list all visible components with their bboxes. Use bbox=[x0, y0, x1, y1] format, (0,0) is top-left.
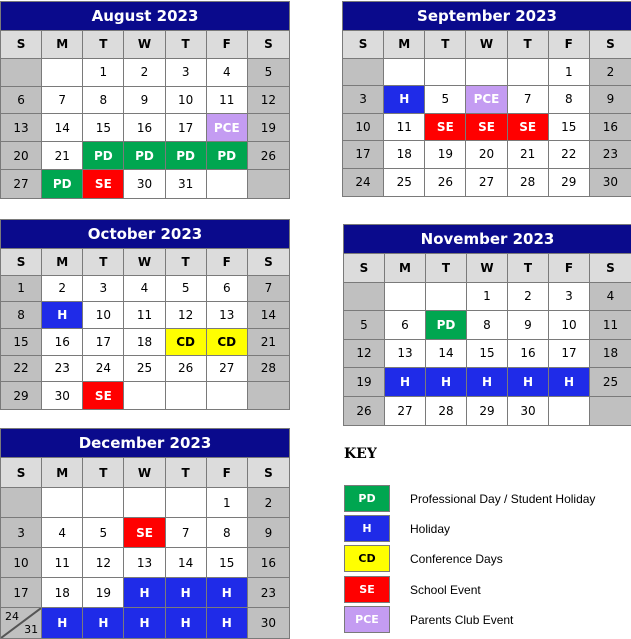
split-day-top: 24 bbox=[5, 610, 19, 623]
day-header: F bbox=[549, 31, 590, 59]
day-cell: 16 bbox=[124, 114, 165, 142]
day-cell: 4 bbox=[42, 518, 83, 548]
event-cell-pce: PCE bbox=[466, 86, 507, 114]
day-cell: 4 bbox=[124, 276, 165, 303]
key-label: School Event bbox=[410, 582, 481, 597]
calendar-november bbox=[343, 224, 631, 426]
day-header: M bbox=[42, 249, 83, 276]
day-cell: 24 bbox=[343, 169, 384, 197]
day-cell: 27 bbox=[207, 356, 248, 383]
day-cell: 6 bbox=[207, 276, 248, 303]
event-cell-pd: PD bbox=[166, 142, 207, 170]
day-cell bbox=[42, 488, 83, 518]
day-header: F bbox=[549, 254, 590, 283]
day-cell: 29 bbox=[467, 397, 508, 426]
event-cell-cd: CD bbox=[207, 329, 248, 356]
day-header: W bbox=[124, 458, 165, 488]
calendar-title: August 2023 bbox=[1, 2, 289, 31]
day-cell: 9 bbox=[590, 86, 631, 114]
day-cell bbox=[207, 170, 248, 198]
key-swatch-cd: CD bbox=[344, 545, 390, 572]
key-label: Professional Day / Student Holiday bbox=[410, 491, 596, 506]
event-cell-se: SE bbox=[508, 114, 549, 142]
day-cell: 23 bbox=[590, 141, 631, 169]
event-cell-h: H bbox=[207, 578, 248, 608]
calendar-august bbox=[0, 1, 290, 199]
day-cell: 11 bbox=[590, 311, 631, 340]
day-cell: 30 bbox=[508, 397, 549, 426]
day-cell: 9 bbox=[124, 87, 165, 115]
day-cell bbox=[248, 382, 289, 409]
day-header: S bbox=[590, 31, 631, 59]
day-header: M bbox=[385, 254, 426, 283]
day-cell: 8 bbox=[83, 87, 124, 115]
day-cell: 16 bbox=[590, 114, 631, 142]
day-cell: 21 bbox=[508, 141, 549, 169]
day-cell bbox=[426, 283, 467, 312]
day-cell: 12 bbox=[166, 302, 207, 329]
day-cell: 25 bbox=[384, 169, 425, 197]
day-cell: 15 bbox=[207, 548, 248, 578]
key-label: Holiday bbox=[410, 521, 451, 536]
calendar-grid bbox=[1, 249, 289, 409]
day-cell: 18 bbox=[590, 340, 631, 369]
day-header: S bbox=[590, 254, 631, 283]
day-cell: 5 bbox=[344, 311, 385, 340]
day-header: M bbox=[384, 31, 425, 59]
day-header: M bbox=[42, 31, 83, 59]
calendar-title: November 2023 bbox=[344, 225, 631, 254]
day-cell bbox=[1, 488, 42, 518]
day-cell: 7 bbox=[248, 276, 289, 303]
calendar-grid bbox=[344, 254, 631, 425]
event-cell-h: H bbox=[124, 608, 165, 638]
day-header: S bbox=[344, 254, 385, 283]
calendar-december bbox=[0, 428, 290, 639]
day-cell: 14 bbox=[426, 340, 467, 369]
event-cell-h: H bbox=[42, 302, 83, 329]
key-item bbox=[344, 485, 595, 512]
day-header: W bbox=[466, 31, 507, 59]
day-cell: 2 bbox=[508, 283, 549, 312]
day-header: W bbox=[124, 31, 165, 59]
day-cell: 25 bbox=[124, 356, 165, 383]
day-cell: 5 bbox=[425, 86, 466, 114]
day-cell: 2 bbox=[248, 488, 289, 518]
day-cell: 3 bbox=[549, 283, 590, 312]
day-header: T bbox=[166, 249, 207, 276]
day-cell: 27 bbox=[385, 397, 426, 426]
event-cell-pd: PD bbox=[42, 170, 83, 198]
day-header: T bbox=[83, 31, 124, 59]
day-cell bbox=[83, 488, 124, 518]
day-cell: 14 bbox=[248, 302, 289, 329]
day-cell: 7 bbox=[42, 87, 83, 115]
key-label: Parents Club Event bbox=[410, 612, 514, 627]
day-cell: 30 bbox=[590, 169, 631, 197]
day-cell: 18 bbox=[384, 141, 425, 169]
key-swatch-pd: PD bbox=[344, 485, 390, 512]
day-cell: 1 bbox=[207, 488, 248, 518]
event-cell-se: SE bbox=[466, 114, 507, 142]
day-cell: 1 bbox=[467, 283, 508, 312]
day-cell: 28 bbox=[508, 169, 549, 197]
day-header: S bbox=[1, 31, 42, 59]
day-header: S bbox=[248, 458, 289, 488]
day-cell: 19 bbox=[248, 114, 289, 142]
day-cell: 30 bbox=[124, 170, 165, 198]
day-cell bbox=[166, 382, 207, 409]
key-swatch-h: H bbox=[344, 515, 390, 542]
day-cell: 9 bbox=[508, 311, 549, 340]
day-cell: 3 bbox=[1, 518, 42, 548]
event-cell-h: H bbox=[83, 608, 124, 638]
day-header: W bbox=[467, 254, 508, 283]
day-cell: 7 bbox=[166, 518, 207, 548]
day-cell bbox=[1, 59, 42, 87]
day-cell: 6 bbox=[385, 311, 426, 340]
day-cell: 2 bbox=[42, 276, 83, 303]
day-cell: 9 bbox=[248, 518, 289, 548]
day-cell: 5 bbox=[83, 518, 124, 548]
day-cell: 27 bbox=[1, 170, 42, 198]
day-cell: 3 bbox=[166, 59, 207, 87]
day-cell: 10 bbox=[343, 114, 384, 142]
day-cell: 10 bbox=[166, 87, 207, 115]
day-cell: 15 bbox=[549, 114, 590, 142]
key-swatch-se: SE bbox=[344, 576, 390, 603]
event-cell-se: SE bbox=[124, 518, 165, 548]
event-cell-pd: PD bbox=[124, 142, 165, 170]
day-header: F bbox=[207, 31, 248, 59]
day-cell: 5 bbox=[248, 59, 289, 87]
day-header: S bbox=[1, 249, 42, 276]
event-cell-h: H bbox=[166, 578, 207, 608]
day-cell bbox=[343, 59, 384, 87]
day-header: T bbox=[425, 31, 466, 59]
day-cell: 16 bbox=[508, 340, 549, 369]
day-cell: 7 bbox=[508, 86, 549, 114]
day-cell: 28 bbox=[426, 397, 467, 426]
day-cell: 1 bbox=[83, 59, 124, 87]
day-cell: 14 bbox=[166, 548, 207, 578]
key-item bbox=[344, 545, 503, 572]
day-cell bbox=[124, 488, 165, 518]
calendar-grid bbox=[1, 458, 289, 638]
day-cell: 13 bbox=[1, 114, 42, 142]
day-cell: 17 bbox=[83, 329, 124, 356]
day-header: T bbox=[166, 31, 207, 59]
day-cell: 17 bbox=[343, 141, 384, 169]
day-cell: 15 bbox=[467, 340, 508, 369]
day-cell bbox=[384, 59, 425, 87]
event-cell-h: H bbox=[124, 578, 165, 608]
day-cell: 14 bbox=[42, 114, 83, 142]
calendar-grid bbox=[343, 31, 631, 196]
day-cell: 12 bbox=[83, 548, 124, 578]
key-item bbox=[344, 576, 481, 603]
day-cell bbox=[207, 382, 248, 409]
day-cell: 8 bbox=[549, 86, 590, 114]
day-cell bbox=[508, 59, 549, 87]
day-cell bbox=[590, 397, 631, 426]
day-cell: 4 bbox=[590, 283, 631, 312]
day-cell: 23 bbox=[248, 578, 289, 608]
calendar-grid bbox=[1, 31, 289, 198]
key-item bbox=[344, 515, 450, 542]
day-cell bbox=[124, 382, 165, 409]
day-header: T bbox=[166, 458, 207, 488]
day-cell: 19 bbox=[425, 141, 466, 169]
day-cell: 17 bbox=[549, 340, 590, 369]
event-cell-h: H bbox=[207, 608, 248, 638]
day-cell: 17 bbox=[166, 114, 207, 142]
key-item bbox=[344, 606, 513, 633]
day-cell: 8 bbox=[207, 518, 248, 548]
day-cell: 24 bbox=[83, 356, 124, 383]
day-cell: 20 bbox=[1, 142, 42, 170]
day-cell: 17 bbox=[1, 578, 42, 608]
key-swatch-pce: PCE bbox=[344, 606, 390, 633]
day-cell: 11 bbox=[384, 114, 425, 142]
day-cell: 21 bbox=[248, 329, 289, 356]
day-cell: 16 bbox=[42, 329, 83, 356]
day-cell: 15 bbox=[83, 114, 124, 142]
day-header: T bbox=[508, 31, 549, 59]
day-cell: 11 bbox=[207, 87, 248, 115]
event-cell-h: H bbox=[426, 368, 467, 397]
day-cell: 23 bbox=[42, 356, 83, 383]
event-cell-h: H bbox=[42, 608, 83, 638]
day-header: W bbox=[124, 249, 165, 276]
day-cell: 29 bbox=[1, 382, 42, 409]
day-cell bbox=[549, 397, 590, 426]
day-cell bbox=[166, 488, 207, 518]
day-cell bbox=[385, 283, 426, 312]
key-title: KEY bbox=[344, 446, 377, 462]
day-header: F bbox=[207, 458, 248, 488]
calendar-title: October 2023 bbox=[1, 220, 289, 249]
day-header: S bbox=[248, 249, 289, 276]
day-cell: 12 bbox=[344, 340, 385, 369]
day-cell bbox=[42, 59, 83, 87]
day-cell bbox=[248, 170, 289, 198]
day-cell: 13 bbox=[385, 340, 426, 369]
day-cell: 30 bbox=[248, 608, 289, 638]
day-cell: 29 bbox=[549, 169, 590, 197]
event-cell-cd: CD bbox=[166, 329, 207, 356]
calendar-october bbox=[0, 219, 290, 410]
day-cell: 22 bbox=[549, 141, 590, 169]
event-cell-se: SE bbox=[83, 170, 124, 198]
day-cell: 26 bbox=[248, 142, 289, 170]
day-cell: 22 bbox=[1, 356, 42, 383]
event-cell-h: H bbox=[166, 608, 207, 638]
day-cell: 4 bbox=[207, 59, 248, 87]
key-label: Conference Days bbox=[410, 551, 503, 566]
day-cell: 6 bbox=[1, 87, 42, 115]
day-cell: 26 bbox=[344, 397, 385, 426]
day-cell: 26 bbox=[425, 169, 466, 197]
event-cell-h: H bbox=[508, 368, 549, 397]
day-cell bbox=[344, 283, 385, 312]
day-header: M bbox=[42, 458, 83, 488]
event-cell-pce: PCE bbox=[207, 114, 248, 142]
day-cell: 21 bbox=[42, 142, 83, 170]
event-cell-h: H bbox=[549, 368, 590, 397]
calendar-title: December 2023 bbox=[1, 429, 289, 458]
event-cell-se: SE bbox=[425, 114, 466, 142]
day-cell bbox=[425, 59, 466, 87]
day-cell: 13 bbox=[124, 548, 165, 578]
day-cell: 1 bbox=[549, 59, 590, 87]
day-cell: 28 bbox=[248, 356, 289, 383]
day-cell: 3 bbox=[83, 276, 124, 303]
event-cell-h: H bbox=[467, 368, 508, 397]
day-cell: 26 bbox=[166, 356, 207, 383]
day-cell: 10 bbox=[1, 548, 42, 578]
day-cell: 2 bbox=[590, 59, 631, 87]
day-cell: 25 bbox=[590, 368, 631, 397]
split-day-cell bbox=[1, 608, 42, 638]
day-cell: 19 bbox=[83, 578, 124, 608]
event-cell-h: H bbox=[385, 368, 426, 397]
day-cell: 30 bbox=[42, 382, 83, 409]
event-cell-pd: PD bbox=[207, 142, 248, 170]
day-cell: 8 bbox=[1, 302, 42, 329]
day-cell: 13 bbox=[207, 302, 248, 329]
day-header: T bbox=[83, 458, 124, 488]
calendar-september bbox=[342, 1, 631, 197]
day-cell: 18 bbox=[42, 578, 83, 608]
day-cell: 18 bbox=[124, 329, 165, 356]
event-cell-h: H bbox=[384, 86, 425, 114]
day-header: F bbox=[207, 249, 248, 276]
calendar-title: September 2023 bbox=[343, 2, 631, 31]
day-cell: 15 bbox=[1, 329, 42, 356]
day-header: T bbox=[426, 254, 467, 283]
day-cell: 31 bbox=[166, 170, 207, 198]
day-header: T bbox=[83, 249, 124, 276]
day-cell: 10 bbox=[549, 311, 590, 340]
day-cell: 27 bbox=[466, 169, 507, 197]
day-header: S bbox=[1, 458, 42, 488]
day-cell: 16 bbox=[248, 548, 289, 578]
day-cell: 1 bbox=[1, 276, 42, 303]
day-cell: 10 bbox=[83, 302, 124, 329]
day-cell: 8 bbox=[467, 311, 508, 340]
day-cell: 19 bbox=[344, 368, 385, 397]
day-header: T bbox=[508, 254, 549, 283]
day-cell: 11 bbox=[42, 548, 83, 578]
event-cell-se: SE bbox=[83, 382, 124, 409]
day-header: S bbox=[343, 31, 384, 59]
day-cell: 2 bbox=[124, 59, 165, 87]
day-cell: 12 bbox=[248, 87, 289, 115]
day-cell bbox=[466, 59, 507, 87]
event-cell-pd: PD bbox=[426, 311, 467, 340]
event-cell-pd: PD bbox=[83, 142, 124, 170]
day-cell: 5 bbox=[166, 276, 207, 303]
day-cell: 11 bbox=[124, 302, 165, 329]
split-day-bottom: 31 bbox=[24, 623, 39, 636]
day-cell: 20 bbox=[466, 141, 507, 169]
day-cell: 3 bbox=[343, 86, 384, 114]
day-header: S bbox=[248, 31, 289, 59]
